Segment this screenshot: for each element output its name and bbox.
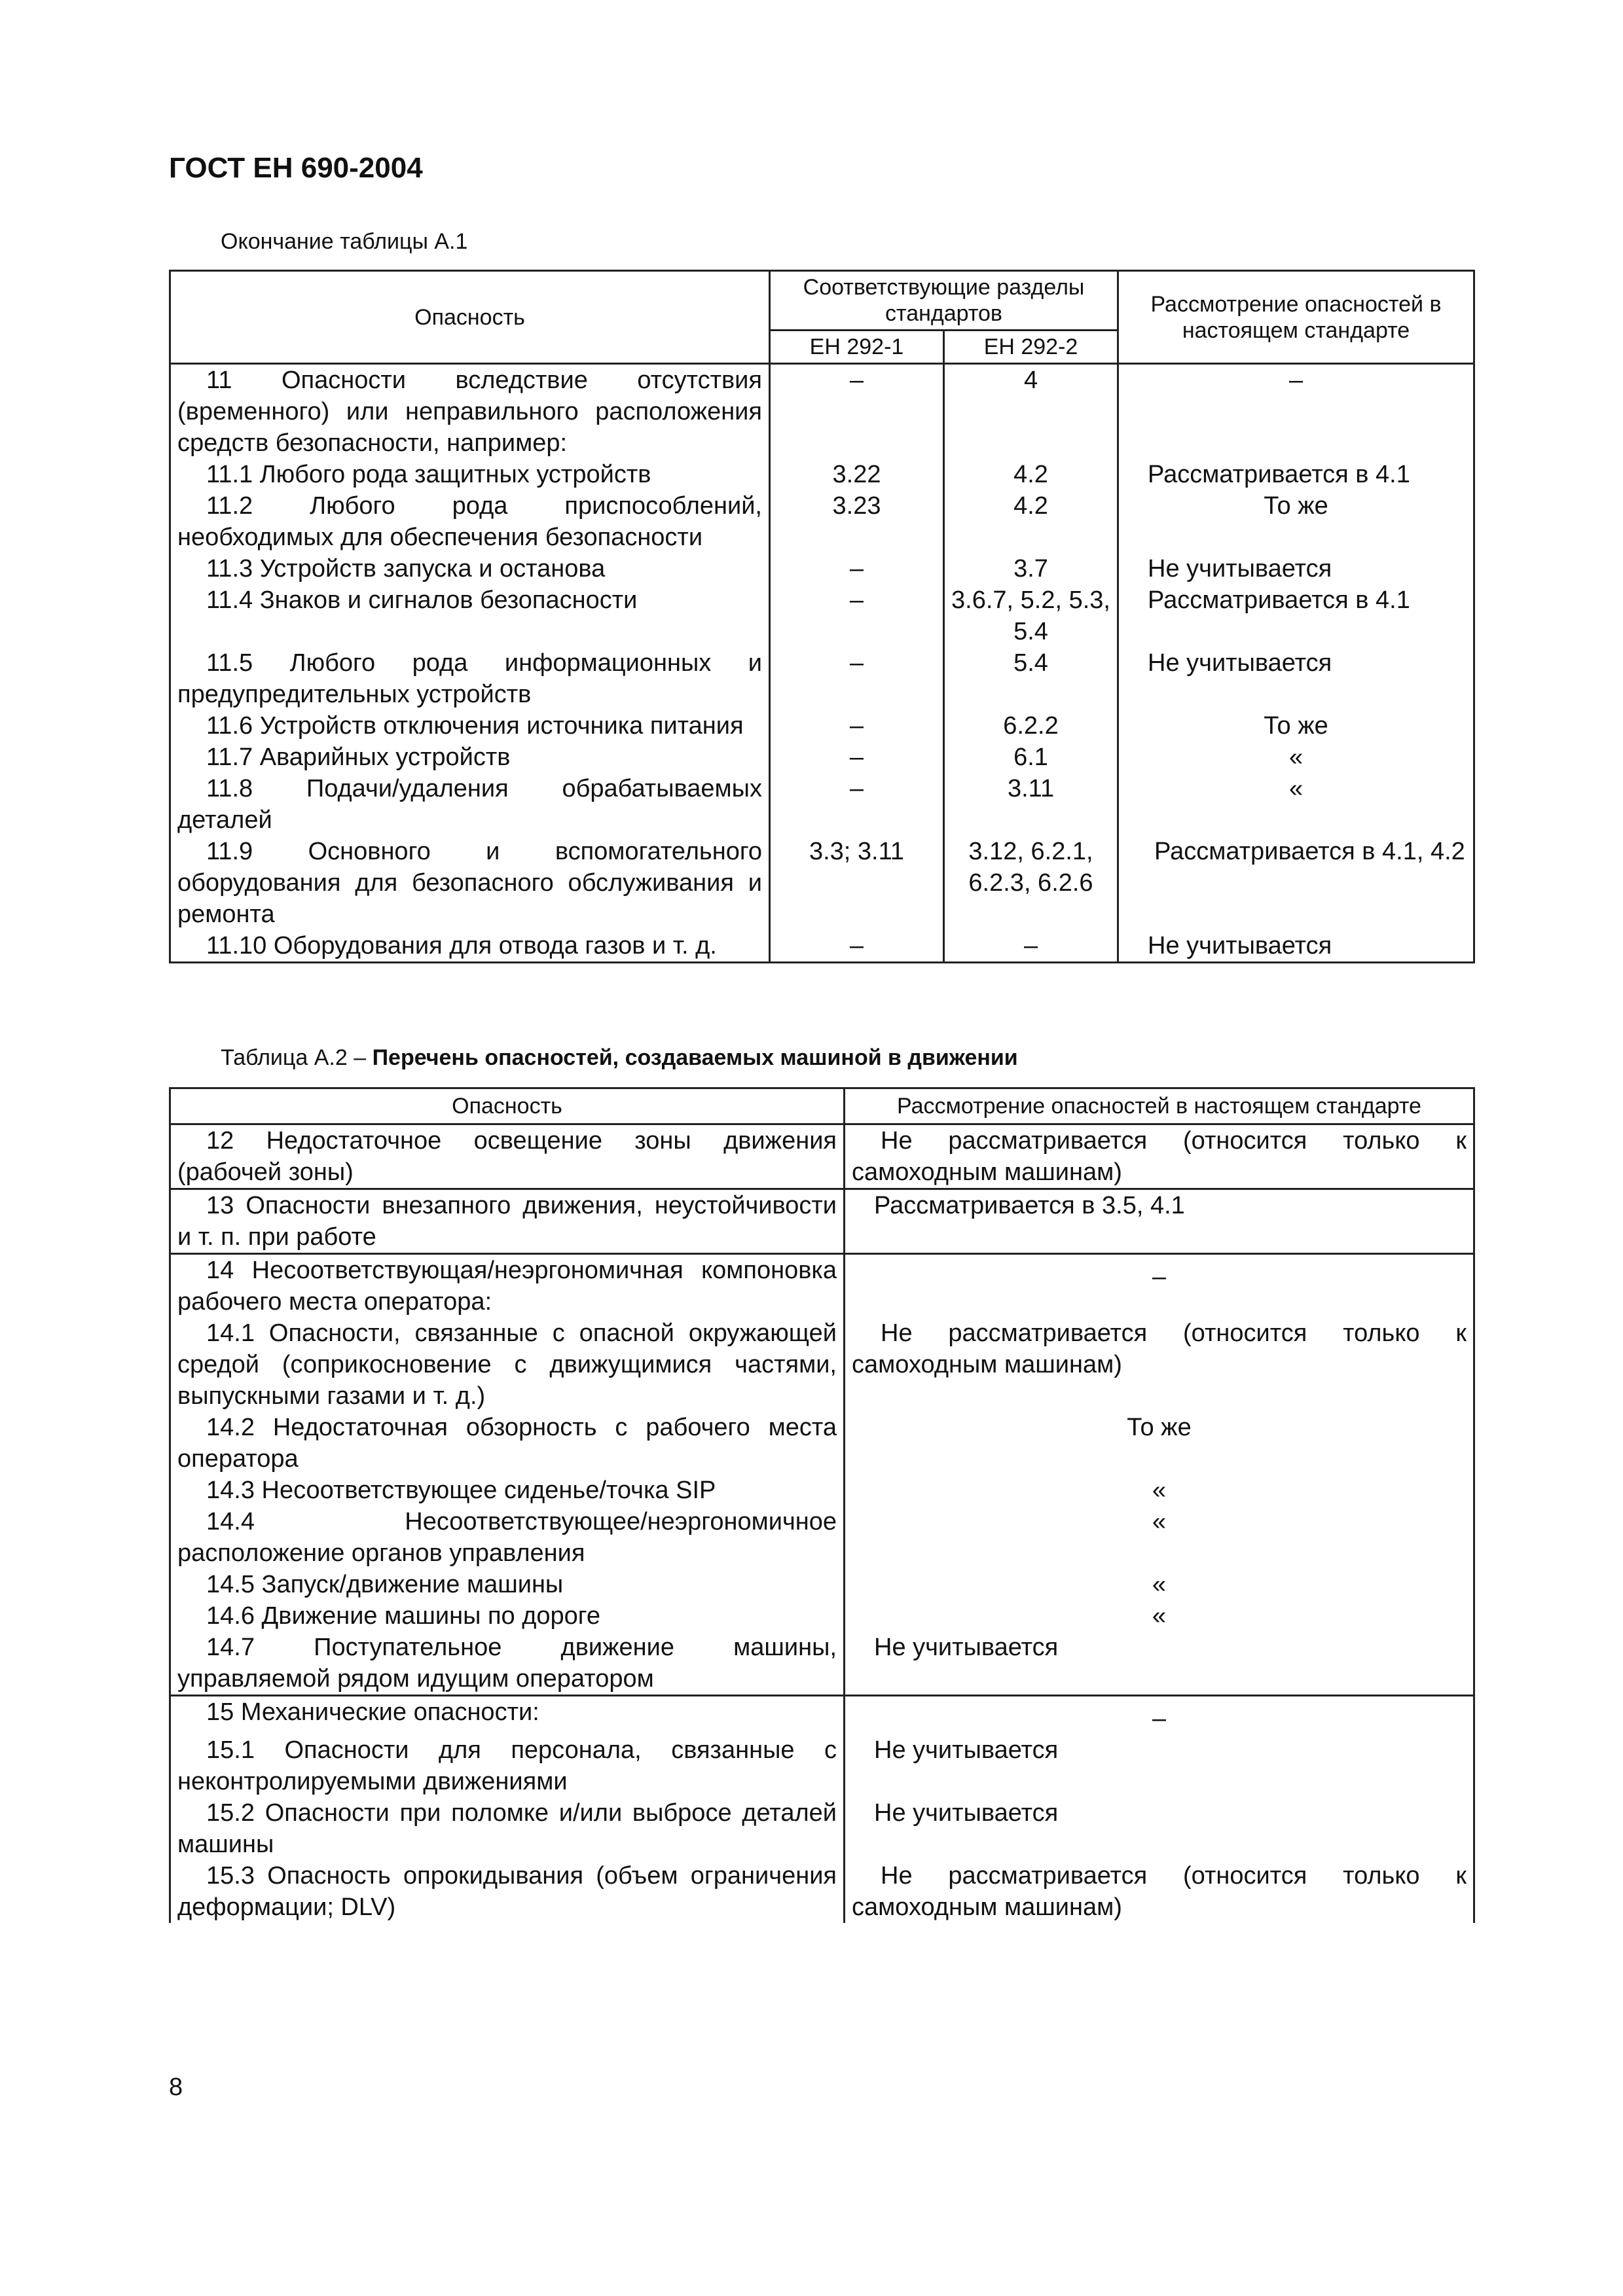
en1-cell: 3.23 bbox=[770, 490, 944, 553]
table-row bbox=[170, 1254, 1474, 1318]
hazard-cell: 15 Механические опасности: bbox=[170, 1696, 845, 1735]
en2-cell: – bbox=[944, 930, 1118, 963]
hazard-cell: 14.4 Несоответствующее/неэргономичное расположение органов управления bbox=[170, 1506, 845, 1569]
hazard-cell: 11.4 Знаков и сигналов безопасности bbox=[170, 584, 770, 647]
hazard-cell: 15.3 Опасность опрокидывания (объем ограничения деформации; DLV) bbox=[170, 1860, 845, 1923]
table-row bbox=[170, 1189, 1474, 1254]
hazard-cell: 14.7 Поступательное движение машины, управляемой рядом идущим оператором bbox=[170, 1632, 845, 1696]
table-row bbox=[170, 1318, 1474, 1412]
consideration-cell: Не учитывается bbox=[1118, 553, 1474, 584]
header-en-292-1: ЕН 292-1 bbox=[770, 331, 944, 364]
hazard-cell: 15.2 Опасности при поломке и/или выбросе деталей машины bbox=[170, 1797, 845, 1860]
table-row bbox=[170, 584, 1474, 647]
table-row bbox=[170, 1569, 1474, 1600]
consideration-cell: « bbox=[845, 1600, 1474, 1632]
consideration-cell: Не учитывается bbox=[1118, 930, 1474, 963]
hazard-cell: 14.2 Недостаточная обзорность с рабочего места оператора bbox=[170, 1412, 845, 1475]
table-row bbox=[170, 490, 1474, 553]
consideration-cell: « bbox=[845, 1506, 1474, 1569]
en1-cell: – bbox=[770, 710, 944, 742]
table-row bbox=[170, 364, 1474, 459]
table-row bbox=[170, 647, 1474, 710]
hazard-cell: 12 Недостаточное освещение зоны движения (рабочей зоны) bbox=[170, 1124, 845, 1189]
consideration-cell: – bbox=[1118, 364, 1474, 459]
table-row bbox=[170, 1124, 1474, 1189]
hazard-cell: 11.7 Аварийных устройств bbox=[170, 742, 770, 773]
en2-cell: 4.2 bbox=[944, 490, 1118, 553]
en2-cell: 3.6.7, 5.2, 5.3, 5.4 bbox=[944, 584, 1118, 647]
consideration-cell: « bbox=[1118, 773, 1474, 836]
en2-cell: 4 bbox=[944, 364, 1118, 459]
en2-cell: 3.7 bbox=[944, 553, 1118, 584]
table-row bbox=[170, 459, 1474, 490]
hazard-cell: 11.5 Любого рода информационных и предупредительных устройств bbox=[170, 647, 770, 710]
table1-caption: Окончание таблицы А.1 bbox=[221, 229, 468, 254]
table-row bbox=[170, 836, 1474, 930]
table-row bbox=[170, 1696, 1474, 1735]
table-row bbox=[170, 1412, 1474, 1475]
hazard-cell: 14.1 Опасности, связанные с опасной окружающей средой (соприкосновение с движущимися частями, выпускными газами и т. д.) bbox=[170, 1318, 845, 1412]
table2-caption-title: Перечень опасностей, создаваемых машиной в движении bbox=[372, 1045, 1018, 1070]
table-row bbox=[170, 553, 1474, 584]
consideration-cell: То же bbox=[1118, 490, 1474, 553]
page-number: 8 bbox=[169, 2073, 183, 2101]
en1-cell: – bbox=[770, 364, 944, 459]
table-row bbox=[170, 1860, 1474, 1923]
table-row bbox=[170, 1600, 1474, 1632]
consideration-cell: Не учитывается bbox=[845, 1734, 1474, 1797]
en1-cell: 3.3; 3.11 bbox=[770, 836, 944, 930]
consideration-cell: Не учитывается bbox=[845, 1797, 1474, 1860]
en1-cell: – bbox=[770, 584, 944, 647]
en2-cell: 6.2.2 bbox=[944, 710, 1118, 742]
consideration-cell: Рассматривается в 4.1 bbox=[1118, 459, 1474, 490]
table-row bbox=[170, 1797, 1474, 1860]
consideration-cell: « bbox=[1118, 742, 1474, 773]
consideration-cell: Не учитывается bbox=[1118, 647, 1474, 710]
en1-cell: – bbox=[770, 773, 944, 836]
header-en-292-2: ЕН 292-2 bbox=[944, 331, 1118, 364]
en2-cell: 5.4 bbox=[944, 647, 1118, 710]
en1-cell: – bbox=[770, 930, 944, 963]
hazard-cell: 13 Опасности внезапного движения, неустойчивости и т. п. при работе bbox=[170, 1189, 845, 1254]
consideration-cell: Не рассматривается (относится только к самоходным машинам) bbox=[845, 1124, 1474, 1189]
en1-cell: – bbox=[770, 647, 944, 710]
table-row bbox=[170, 742, 1474, 773]
table-row bbox=[170, 710, 1474, 742]
en1-cell: – bbox=[770, 553, 944, 584]
hazard-cell: 15.1 Опасности для персонала, связанные с неконтролируемыми движениями bbox=[170, 1734, 845, 1797]
hazard-cell: 11 Опасности вследствие отсутствия (временного) или неправильного расположения средств безопасности, например: bbox=[170, 364, 770, 459]
header-consideration: Рассмотрение опасностей в настоящем стандарте bbox=[845, 1088, 1474, 1124]
consideration-cell: Рассматривается в 4.1, 4.2 bbox=[1118, 836, 1474, 930]
consideration-cell: То же bbox=[1118, 710, 1474, 742]
consideration-cell: Рассматривается в 4.1 bbox=[1118, 584, 1474, 647]
hazard-cell: 14.5 Запуск/движение машины bbox=[170, 1569, 845, 1600]
document-title: ГОСТ ЕН 690-2004 bbox=[169, 152, 423, 184]
consideration-cell: « bbox=[845, 1569, 1474, 1600]
en2-cell: 4.2 bbox=[944, 459, 1118, 490]
consideration-cell: Не учитывается bbox=[845, 1632, 1474, 1696]
table-row bbox=[170, 930, 1474, 963]
header-hazard: Опасность bbox=[170, 1088, 845, 1124]
en1-cell: 3.22 bbox=[770, 459, 944, 490]
hazard-cell: 11.9 Основного и вспомогательного оборудования для безопасного обслуживания и ремонта bbox=[170, 836, 770, 930]
header-sections: Соответствующие разделы стандартов bbox=[770, 271, 1118, 331]
hazard-cell: 11.8 Подачи/удаления обрабатываемых деталей bbox=[170, 773, 770, 836]
table-row bbox=[170, 1475, 1474, 1506]
consideration-cell: – bbox=[845, 1696, 1474, 1735]
hazard-cell: 14.3 Несоответствующее сиденье/точка SIP bbox=[170, 1475, 845, 1506]
en1-cell: – bbox=[770, 742, 944, 773]
en2-cell: 6.1 bbox=[944, 742, 1118, 773]
hazard-cell: 14.6 Движение машины по дороге bbox=[170, 1600, 845, 1632]
hazard-cell: 11.6 Устройств отключения источника питания bbox=[170, 710, 770, 742]
consideration-cell: – bbox=[845, 1254, 1474, 1318]
table2-caption bbox=[221, 1045, 1018, 1071]
consideration-cell: « bbox=[845, 1475, 1474, 1506]
table-row bbox=[170, 1734, 1474, 1797]
table-row bbox=[170, 773, 1474, 836]
hazard-cell: 11.3 Устройств запуска и останова bbox=[170, 553, 770, 584]
hazard-cell: 14 Несоответствующая/неэргономичная компоновка рабочего места оператора: bbox=[170, 1254, 845, 1318]
consideration-cell: Не рассматривается (относится только к самоходным машинам) bbox=[845, 1318, 1474, 1412]
consideration-cell: Не рассматривается (относится только к самоходным машинам) bbox=[845, 1860, 1474, 1923]
hazard-cell: 11.10 Оборудования для отвода газов и т. д. bbox=[170, 930, 770, 963]
en2-cell: 3.12, 6.2.1, 6.2.3, 6.2.6 bbox=[944, 836, 1118, 930]
hazards-table-a2 bbox=[169, 1087, 1475, 1923]
hazard-cell: 11.2 Любого рода приспособлений, необходимых для обеспечения безопасности bbox=[170, 490, 770, 553]
header-consideration: Рассмотрение опасностей в настоящем стандарте bbox=[1118, 271, 1474, 364]
table-row bbox=[170, 1632, 1474, 1696]
hazard-cell: 11.1 Любого рода защитных устройств bbox=[170, 459, 770, 490]
table2-caption-prefix: Таблица А.2 – bbox=[221, 1045, 367, 1070]
consideration-cell: То же bbox=[845, 1412, 1474, 1475]
consideration-cell: Рассматривается в 3.5, 4.1 bbox=[845, 1189, 1474, 1254]
en2-cell: 3.11 bbox=[944, 773, 1118, 836]
header-hazard: Опасность bbox=[170, 271, 770, 364]
hazards-table-a1 bbox=[169, 270, 1475, 963]
table-row bbox=[170, 1506, 1474, 1569]
